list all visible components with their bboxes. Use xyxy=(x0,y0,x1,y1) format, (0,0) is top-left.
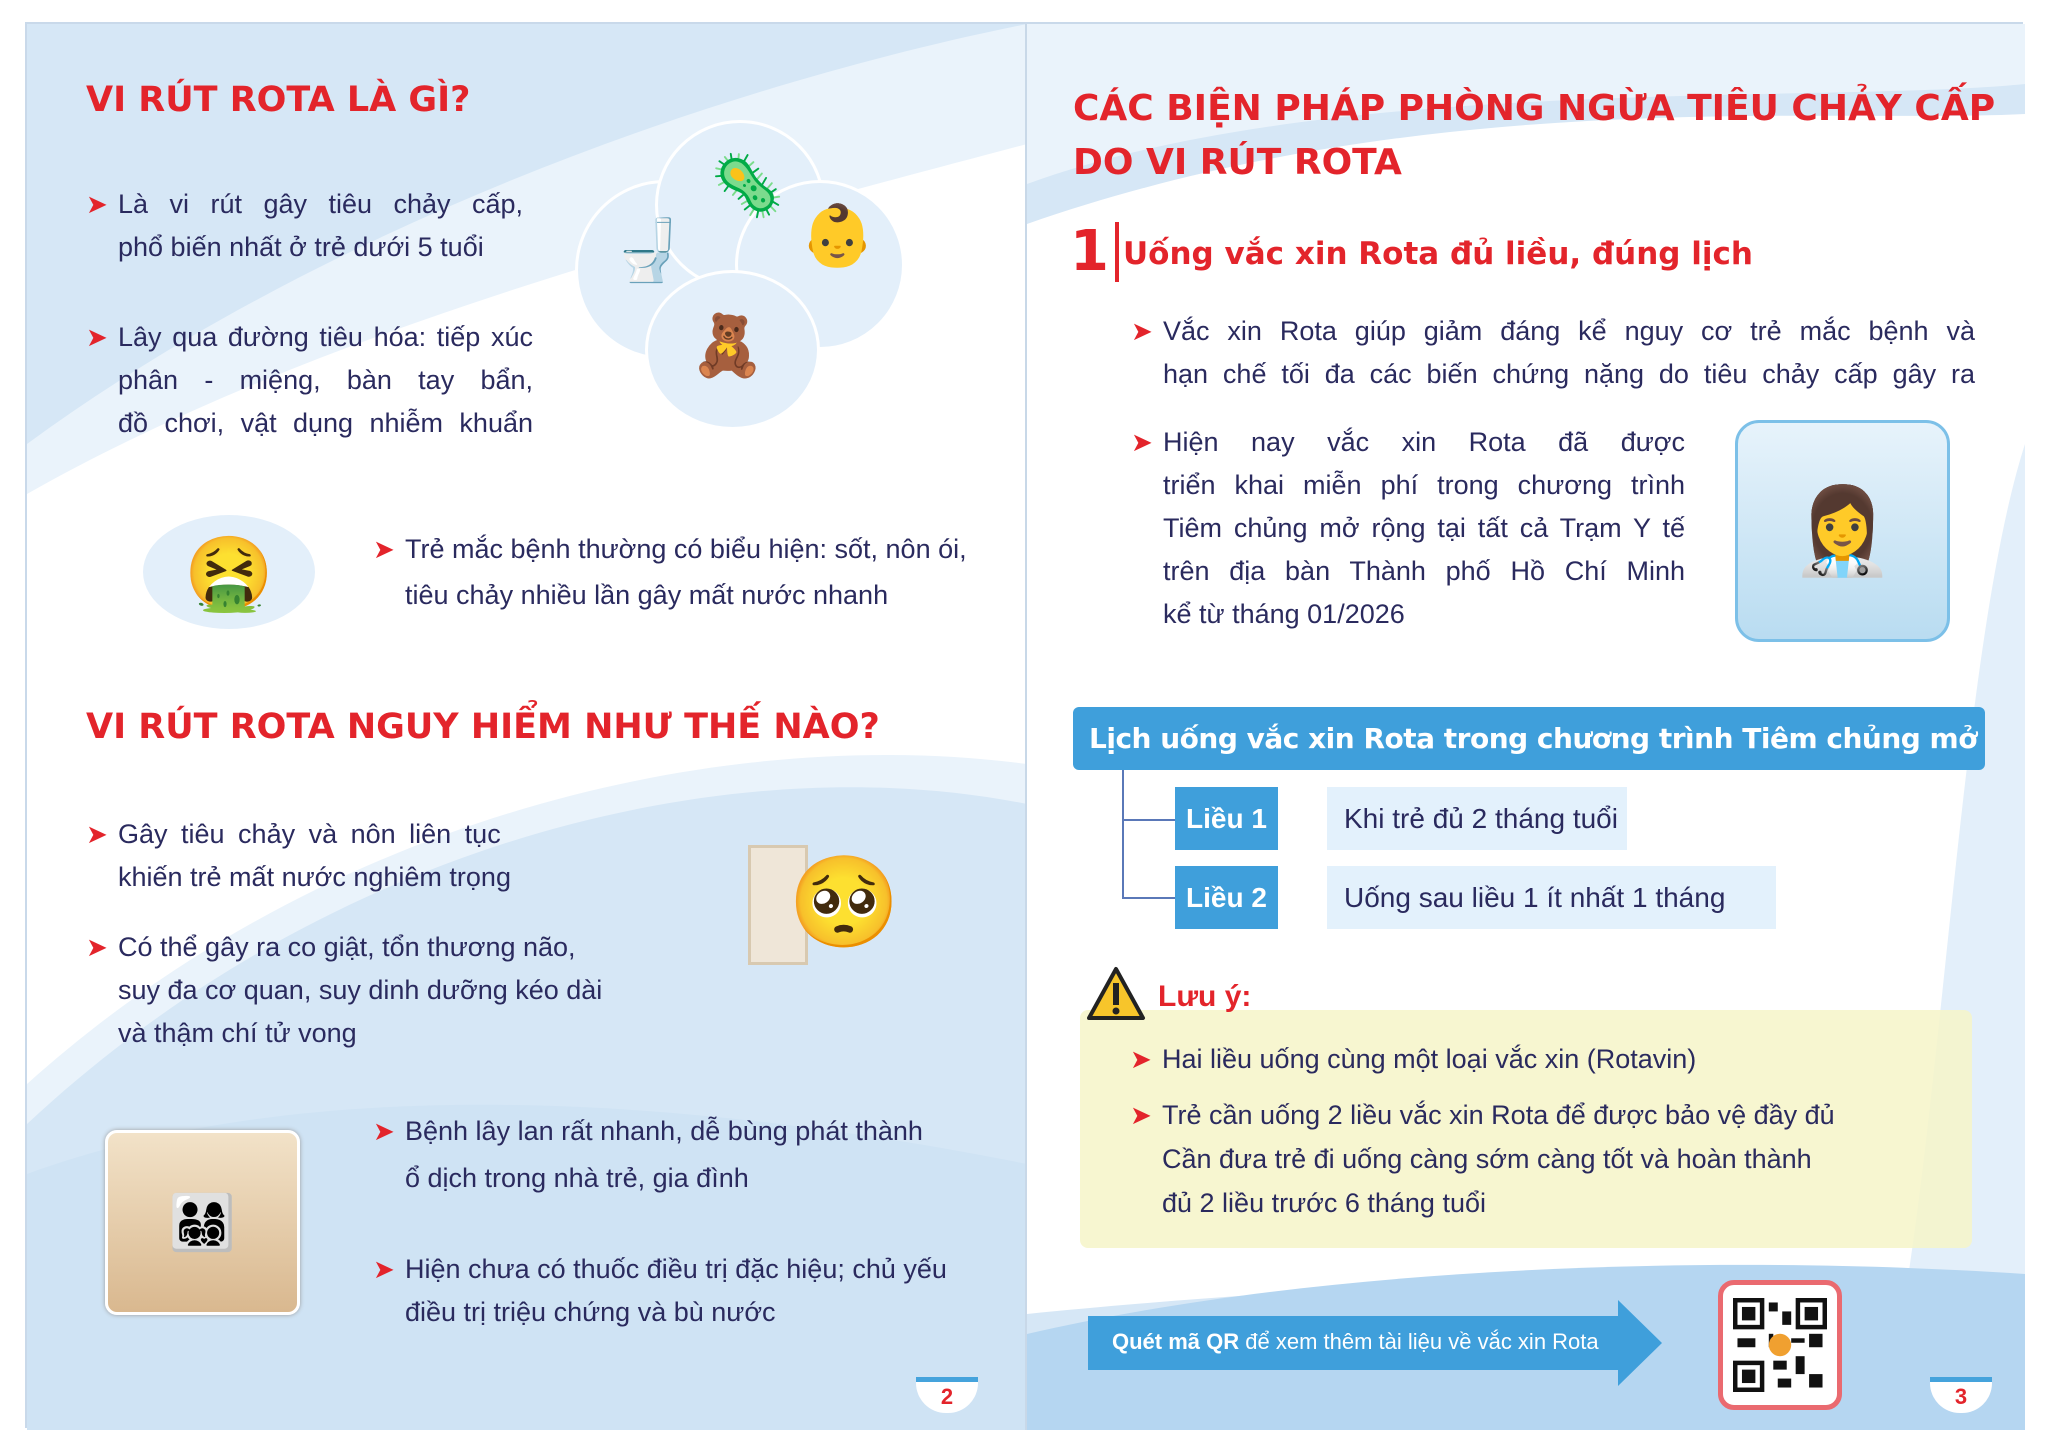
arrow-icon: ➤ xyxy=(86,932,108,962)
step-title: Uống vắc xin Rota đủ liều, đúng lịch xyxy=(1123,236,1753,272)
dose-desc: Khi trẻ đủ 2 tháng tuổi xyxy=(1327,787,1627,850)
note-title: Lưu ý: xyxy=(1158,980,1252,1013)
line: đủ 2 liều trước 6 tháng tuổi xyxy=(1162,1188,1486,1218)
note-bullet-2 xyxy=(1130,1093,1962,1225)
line: tiêu chảy nhiều lần gây mất nước nhanh xyxy=(405,580,889,610)
line: triển khai miễn phí trong chương trình xyxy=(1163,470,1685,500)
page-number-right: 3 xyxy=(1930,1377,1992,1413)
arrow-icon: ➤ xyxy=(1131,427,1153,457)
note-bullet-1 xyxy=(1130,1038,1962,1081)
arrow-icon: ➤ xyxy=(1130,1044,1152,1074)
line: CÁC BIỆN PHÁP PHÒNG NGỪA TIÊU CHẢY CẤP xyxy=(1073,88,1996,129)
schedule-connector xyxy=(1120,770,1180,900)
warning-icon xyxy=(1086,966,1146,1022)
dose-desc: Uống sau liều 1 ít nhất 1 tháng xyxy=(1327,866,1776,929)
qr-caption-bold: Quét mã QR xyxy=(1112,1329,1240,1354)
line: Là vi rút gây tiêu chảy cấp, xyxy=(118,189,523,219)
page-number-left: 2 xyxy=(916,1377,978,1413)
line: và thậm chí tử vong xyxy=(118,1018,357,1048)
bullet-spread-2 xyxy=(373,1248,1005,1334)
toilet-icon: 🚽 xyxy=(610,217,685,284)
step-number: 1 xyxy=(1070,222,1119,282)
photo-nurse-vaccinating-baby: 👩‍⚕️ xyxy=(1735,420,1950,642)
line: phổ biến nhất ở trẻ dưới 5 tuổi xyxy=(118,232,484,262)
arrow-icon: ➤ xyxy=(86,189,108,219)
line: suy đa cơ quan, suy dinh dưỡng kéo dài xyxy=(118,975,603,1005)
line: Trẻ mắc bệnh thường có biểu hiện: sốt, nôn ói, xyxy=(405,534,967,564)
illustration-vomiting-baby: 🤮 xyxy=(140,512,318,632)
section-title-prevention xyxy=(1073,82,1995,190)
line: Trẻ cần uống 2 liều vắc xin Rota để được bảo vệ đầy đủ xyxy=(1162,1100,1835,1130)
toys-icon: 🧸 xyxy=(690,312,765,379)
line: DO VI RÚT ROTA xyxy=(1073,142,1402,183)
line: Cần đưa trẻ đi uống càng sớm càng tốt và hoàn thành xyxy=(1162,1144,1812,1174)
bullet-danger-2 xyxy=(86,926,658,1055)
photo-children-playing: 👨‍👩‍👧‍👦 xyxy=(105,1130,300,1315)
germ-hand-icon: 🦠 xyxy=(710,152,785,219)
line: ổ dịch trong nhà trẻ, gia đình xyxy=(405,1163,749,1193)
line: Gây tiêu chảy và nôn liên tục xyxy=(118,819,501,849)
dose-label: Liều 1 xyxy=(1175,787,1278,850)
bullet-spread-1 xyxy=(373,1110,1005,1200)
line: khiến trẻ mất nước nghiêm trọng xyxy=(118,862,511,892)
section-title-danger: VI RÚT ROTA NGUY HIỂM NHƯ THẾ NÀO? xyxy=(86,707,880,747)
line: Bệnh lây lan rất nhanh, dễ bùng phát thành xyxy=(405,1116,923,1146)
arrow-icon: ➤ xyxy=(86,322,108,352)
line: điều trị triệu chứng và bù nước xyxy=(405,1297,776,1327)
line: Lây qua đường tiêu hóa: tiếp xúc xyxy=(118,322,533,352)
bullet-vaccine-1 xyxy=(1131,310,1975,396)
bullet-vaccine-2 xyxy=(1131,421,1685,636)
arrow-icon: ➤ xyxy=(373,1116,395,1146)
bullet-danger-1 xyxy=(86,813,578,899)
line: đồ chơi, vật dụng nhiễm khuẩn xyxy=(118,408,533,438)
line: kể từ tháng 01/2026 xyxy=(1163,599,1405,629)
section-title-what: VI RÚT ROTA LÀ GÌ? xyxy=(86,80,471,120)
qr-code[interactable] xyxy=(1718,1280,1842,1410)
arrow-icon: ➤ xyxy=(1130,1100,1152,1130)
arrow-icon: ➤ xyxy=(373,1254,395,1284)
arrow-icon: ➤ xyxy=(1131,316,1153,346)
line: Hiện chưa có thuốc điều trị đặc hiệu; chủ yếu xyxy=(405,1254,947,1284)
line: Vắc xin Rota giúp giảm đáng kể nguy cơ trẻ mắc bệnh và xyxy=(1163,316,1975,346)
line: Hai liều uống cùng một loại vắc xin (Rotavin) xyxy=(1162,1044,1697,1074)
bullet-symptoms xyxy=(373,528,995,617)
qr-caption xyxy=(1112,1322,1599,1362)
line: trên địa bàn Thành phố Hồ Chí Minh xyxy=(1163,556,1685,586)
line: phân - miệng, bàn tay bẩn, xyxy=(118,365,533,395)
bullet-what-2 xyxy=(86,316,533,445)
bullet-what-1 xyxy=(86,183,523,269)
line: Hiện nay vắc xin Rota đã được xyxy=(1163,427,1685,457)
line: Có thể gây ra co giật, tổn thương não, xyxy=(118,932,576,962)
dose-label: Liều 2 xyxy=(1175,866,1278,929)
schedule-header: Lịch uống vắc xin Rota trong chương trình Tiêm chủng mở rộng xyxy=(1073,707,1985,770)
qr-code-pattern xyxy=(1733,1295,1827,1395)
illustration-baby-toilet: 🥺 xyxy=(748,840,898,1010)
qr-caption-text: để xem thêm tài liệu về vắc xin Rota xyxy=(1239,1329,1599,1354)
line: Tiêm chủng mở rộng tại tất cả Trạm Y tế xyxy=(1163,513,1685,543)
child-eating-icon: 👶 xyxy=(800,202,875,269)
arrow-icon: ➤ xyxy=(373,534,395,564)
line: hạn chế tối đa các biến chứng nặng do tiêu chảy cấp gây ra xyxy=(1163,359,1975,389)
arrow-icon: ➤ xyxy=(86,819,108,849)
